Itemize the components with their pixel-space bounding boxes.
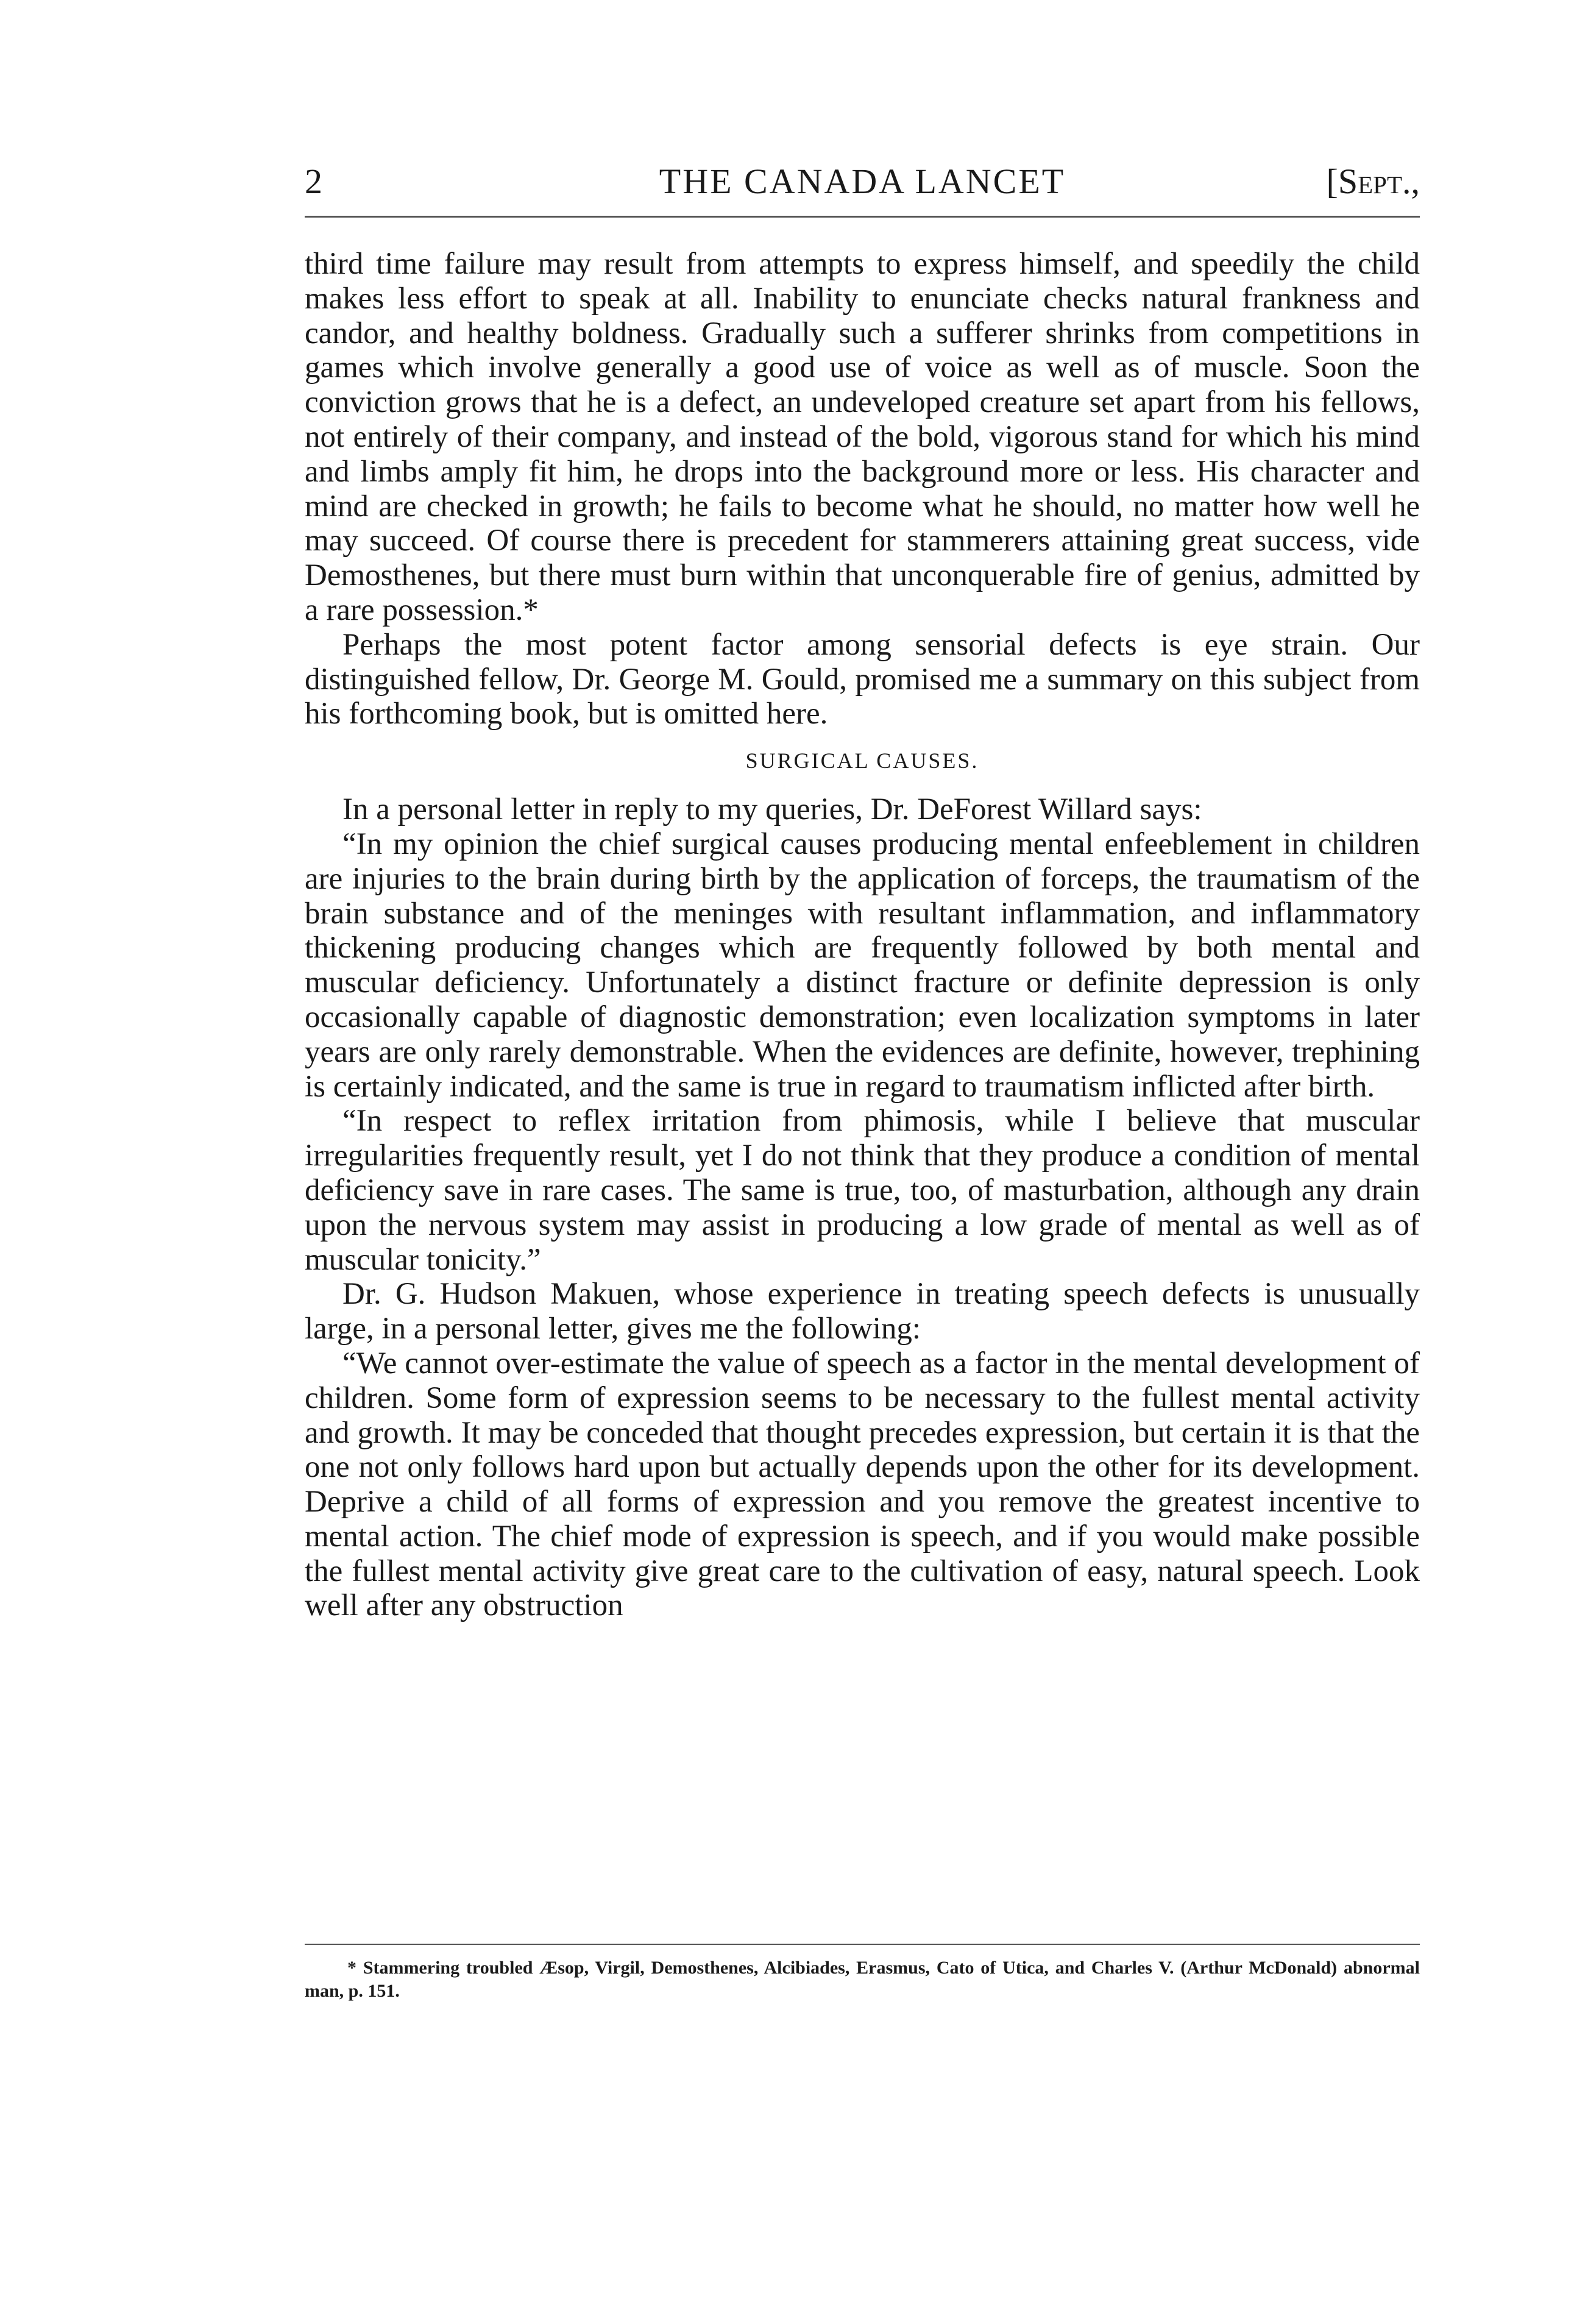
header-rule [305,216,1420,218]
footnote-text: * Stammering troubled Æsop, Virgil, Demosthenes, Alcibiades, Erasmus, Cato of Utica, and Charles V. (Arthur McDonald) abnormal man, p. 151. [305,1958,1420,2001]
paragraph-eye-strain: Perhaps the most potent factor among sensorial defects is eye strain. Our distinguished fellow, Dr. George M. Gould, promised me a summary on this subject from his forthcoming book, but is omitted here. [305,627,1420,731]
paragraph-makuen-intro: Dr. G. Hudson Makuen, whose experience in treating speech defects is unusually large, in a personal letter, gives me the following: [305,1277,1420,1346]
footnote-rule [305,1944,1420,1945]
paragraph-willard-quote-2: “In respect to reflex irritation from phimosis, while I believe that muscular irregularities frequently result, yet I do not think that they produce a condition of mental deficiency save in rare cases. The same is true, too, of masturbation, although any drain upon the nervous system may assist in producing a low grade of mental as well as of muscular tonicity.” [305,1104,1420,1277]
footnote [305,1956,1420,2003]
paragraph-stammering-effects: third time failure may result from attempts to express himself, and speedily the child makes less effort to speak at all. Inability to enunciate checks natural frankness and candor, and healthy boldness. Gradually such a sufferer shrinks from competitions in games which involve generally a good use of voice as well as of muscle. Soon the conviction grows that he is a defect, an undeveloped creature set apart from his fellows, not entirely of their company, and instead of the bold, vigorous stand for which his mind and limbs amply fit him, he drops into the background more or less. His character and mind are checked in growth; he fails to become what he should, no matter how well he may succeed. Of course there is precedent for stammerers attaining great success, vide Demosthenes, but there must burn within that unconquerable fire of genius, admitted by a rare possession.* [305,247,1420,627]
paragraph-willard-quote-1: “In my opinion the chief surgical causes producing mental enfeeblement in children are injuries to the brain during birth by the application of forceps, the traumatism of the brain substance and of the meninges with resultant inflammation, and inflammatory thickening producing changes which are frequently followed by both mental and muscular deficiency. Unfortunately a distinct fracture or definite depression is only occasionally capable of diagnostic demonstration; even localization symptoms in later years are only rarely demonstrable. When the evidences are definite, however, trephining is certainly indicated, and the same is true in regard to traumatism inflicted after birth. [305,826,1420,1104]
page-number: 2 [305,162,322,201]
running-head [305,157,1420,206]
section-heading-surgical-causes: SURGICAL CAUSES. [745,748,979,773]
issue-date: [Sept., [1326,162,1420,201]
paragraph-makuen-quote: “We cannot over-estimate the value of speech as a factor in the mental development of children. Some form of expression seems to be necessary to the fullest mental activity and growth. It may be conceded that thought precedes expression, but certain it is that the one not only follows hard upon but actually depends upon the other for its development. Deprive a child of all forms of expression and you remove the greatest incentive to mental action. The chief mode of expression is speech, and if you would make possible the fullest mental activity give great care to the cultivation of easy, natural speech. Look well after any obstruction [305,1346,1420,1623]
paragraph-willard-intro: In a personal letter in reply to my queries, Dr. DeForest Willard says: [342,792,1202,827]
body-text [305,247,1420,1623]
journal-title: THE CANADA LANCET [659,162,1066,201]
